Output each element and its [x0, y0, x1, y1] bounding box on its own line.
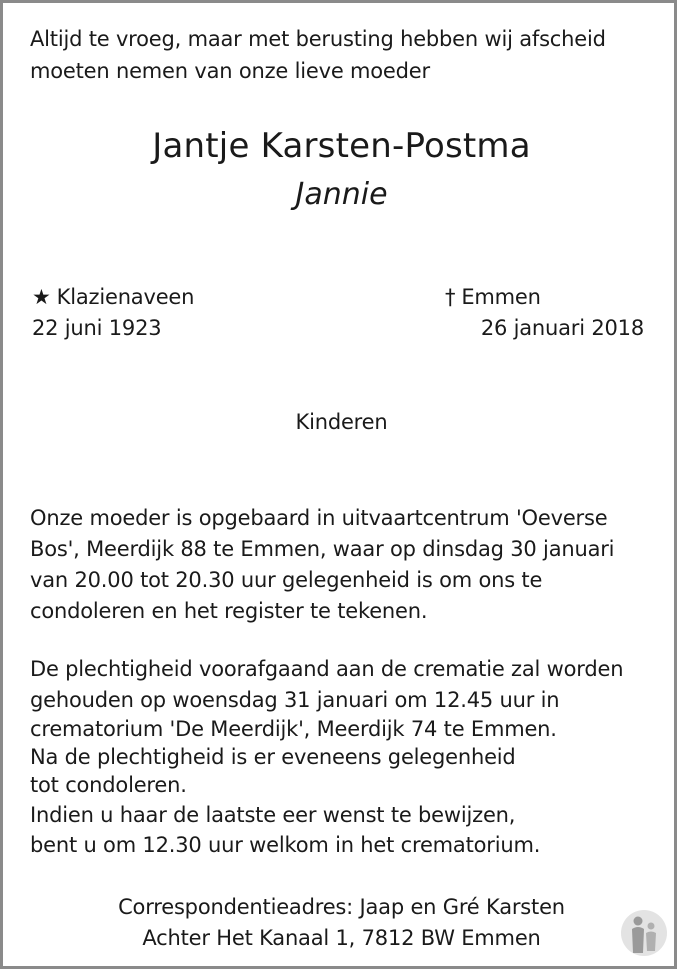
ceremony-line-4: Na de plechtigheid is er eveneens gelegenheid [30, 745, 516, 769]
ceremony-line-7: bent u om 12.30 uur welkom in het crematorium. [30, 833, 541, 857]
birth-place: Klazienaveen [56, 285, 195, 309]
figures-icon [620, 909, 668, 957]
viewing-line-1: Onze moeder is opgebaard in uitvaartcentrum 'Oeverse [30, 506, 608, 530]
star-icon: ★ [32, 285, 51, 309]
signed-by: Kinderen [295, 410, 388, 434]
intro-line-2: moeten nemen van onze lieve moeder [30, 59, 430, 83]
viewing-line-4: condoleren en het register te tekenen. [30, 599, 428, 623]
death-place-line [445, 282, 541, 313]
viewing-line-2: Bos', Meerdijk 88 te Emmen, waar op dinsdag 30 januari [30, 537, 615, 561]
ceremony-line-2: gehouden op woensdag 31 januari om 12.45 uur in [30, 688, 560, 712]
correspondence-line-1: Correspondentieadres: Jaap en Gré Karsten [118, 895, 565, 919]
correspondence-line-2: Achter Het Kanaal 1, 7812 BW Emmen [142, 926, 541, 950]
deceased-name: Jantje Karsten-Postma [152, 126, 531, 166]
viewing-line-3: van 20.00 tot 20.30 uur gelegenheid is om ons te [30, 568, 543, 592]
deceased-nickname: Jannie [295, 177, 388, 212]
ceremony-line-6: Indien u haar de laatste eer wenst te bewijzen, [30, 803, 516, 827]
cross-icon: † [445, 285, 456, 309]
death-date: 26 januari 2018 [480, 316, 644, 340]
ceremony-line-3: crematorium 'De Meerdijk', Meerdijk 74 te Emmen. [30, 717, 557, 741]
intro-line-1: Altijd te vroeg, maar met berusting hebben wij afscheid [30, 27, 606, 51]
ceremony-line-5: tot condoleren. [30, 773, 187, 797]
ceremony-line-1: De plechtigheid voorafgaand aan de crematie zal worden [30, 657, 624, 681]
birth-place-line [32, 282, 194, 313]
birth-date: 22 juni 1923 [32, 316, 162, 340]
death-place: Emmen [461, 285, 541, 309]
